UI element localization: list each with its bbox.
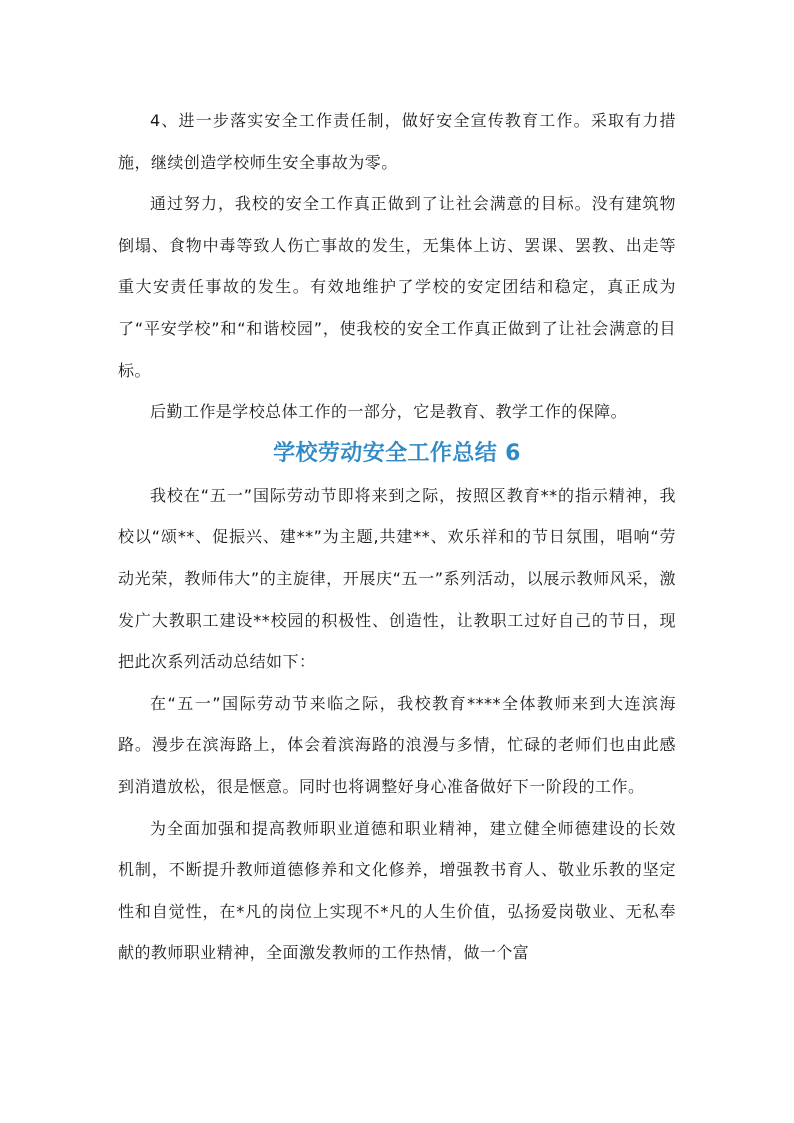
paragraph-seaside-trip: 在“五一”国际劳动节来临之际，我校教育****全体教师来到大连滨海路。漫步在滨海路上，体会着滨海路的浪漫与多情，忙碌的老师们也由此感到消遣放松，很是惬意。同时也将调整好身心准备做好下一阶段的工作。 (118, 693, 676, 796)
document-body (118, 100, 676, 974)
paragraph-teacher-ethics: 为全面加强和提高教师职业道德和职业精神，建立健全师德建设的长效机制，不断提升教师道德修养和文化修养，增强教书育人、敬业乐教的坚定性和自觉性，在*凡的岗位上实现不*凡的人生价值，弘扬爱岗敬业、无私奉献的教师职业精神，全面激发教师的工作热情，做一个富 (118, 818, 676, 963)
paragraph-safety-results: 通过努力，我校的安全工作真正做到了让社会满意的目标。没有建筑物倒塌、食物中毒等致人伤亡事故的发生，无集体上访、罢课、罢教、出走等重大安责任事故的发生。有效地维护了学校的安定团结和稳定，真正成为了“平安学校”和“和谐校园”，使我校的安全工作真正做到了让社会满意的目标。 (118, 194, 676, 380)
paragraph-logistics: 后勤工作是学校总体工作的一部分，它是教育、教学工作的保障。 (150, 402, 628, 422)
paragraph-safety-responsibility: 4、进一步落实安全工作责任制，做好安全宣传教育工作。采取有力措施，继续创造学校师生安全事故为零。 (118, 111, 676, 172)
section-title: 学校劳动安全工作总结 6 (273, 440, 521, 466)
paragraph-may-day-intro: 我校在“五一”国际劳动节即将来到之际，按照区教育**的指示精神，我校以“颂**、促振兴、建**”为主题,共建**、欢乐祥和的节日氛围，唱响“劳动光荣，教师伟大”的主旋律，开展庆“五一”系列活动，以展示教师风采，激发广大教职工建设**校园的积极性、创造性，让教职工过好自己的节日，现把此次系列活动总结如下： (118, 485, 676, 672)
